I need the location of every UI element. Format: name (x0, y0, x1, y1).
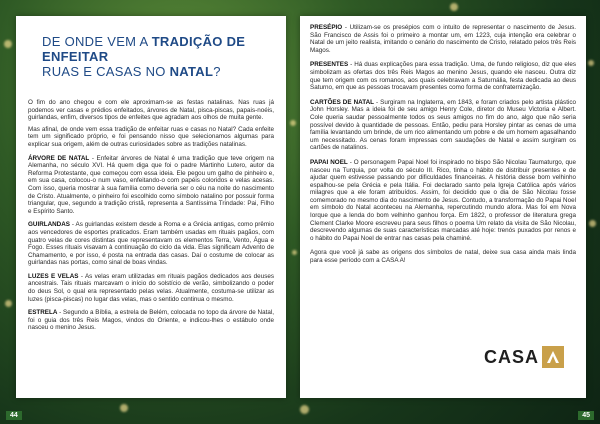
closing-paragraph: Agora que você já sabe as origens dos símbolos de natal, deixe sua casa ainda mais linda para esse período com a CASA A! (310, 249, 576, 265)
section-cartoes (310, 99, 576, 152)
section-text: - Enfeitar árvores de Natal é uma tradição que teve origem na Alemanha, no século XVI. Há quem diga que foi o padre Martinho Lutero, autor da Reforma Protestante, que começou com essa ideia. Ele pegou um galho de pinheiro e, em sua casa, colocou-o num vaso, enfeitando-o com papéis coloridos e velas acesas. Com isso, queria mostrar à sua família como deveria ser o céu na noite do nascimento de Cristo. Atualmente, o pinheiro foi escolhido como símbolo natalino por possuir forma triangular, que, segundo a tradição cristã, representa a Santíssima Trindade: Pai, Filho e Espírito Santo. (28, 154, 274, 215)
section-text: - Há duas explicações para essa tradição. Uma, de fundo religioso, diz que eles simbolizam as ofertas dos três Reis Magos ao menino Jesus, quando ele nasceu. Outra diz que tem origem com os romanos, aos quais celebravam a Saturnália, festa dedicada ao deus Saturno, em que as pessoas trocavam presentes como forma de confraternização. (310, 61, 576, 92)
section-text: - As velas eram utilizadas em rituais pagãos dedicados aos deuses ancestrais. Tais rituais marcavam o início do solstício de verão, simbolizando o poder do deus Sol, o qual era representado pelas velas. Atualmente, costuma-se utilizar as luzes (pisca-piscas) no lugar das velas, mas o sentido continua o mesmo. (28, 272, 274, 303)
section-heading: GUIRLANDAS (28, 221, 70, 229)
intro-paragraph-2: Mas afinal, de onde vem essa tradição de enfeitar ruas e casas no Natal? Cada enfeite tem um significado próprio, e foi pensando nisso que selecionamos algumas para explicar sua origem, além de outras curiosidades sobre as tradições natalinas. (28, 125, 274, 148)
title-question-mark: ? (213, 64, 221, 79)
section-text: - Surgiram na Inglaterra, em 1843, e foram criados pelo artista plástico John Horsley. Mas a ideia foi de seu amigo Henry Cole, diretor do Museu Victoria e Albert. Cole queria saudar pessoalmente todos os seus amigos no fim do ano, algo que não seria possível devido à quantidade de pessoas. Então, pediu para Horsley pintar as cenas de uma família levantando um brinde, de um rico alimentando um pobre e de um homem agasalhando um necessitado. As cenas foram impressas com saudações de Natal e assim surgiram os cartões de natalinos. (310, 98, 577, 152)
section-presepio (310, 24, 576, 54)
brand-logo (484, 346, 564, 368)
title-bold-text: TRADIÇÃO DE ENFEITAR (42, 34, 246, 64)
section-text: - Segundo a Bíblia, a estrela de Belém, colocada no topo da árvore de Natal, foi o guia dos três Reis Magos, vindos do Oriente, e indicou-lhes o estábulo onde nasceu o menino Jesus. (28, 309, 274, 332)
title-text-2: RUAS E CASAS NO (42, 64, 170, 79)
intro-paragraph: O fim do ano chegou e com ele aproximam-se as festas natalinas. Nas ruas já podemos ver casas e prédios enfeitados, árvores de Natal, pisca-piscas, papais-noéis, guirlandas, enfim, diversos tipos de enfeites que agradam aos olhos de muita gente. (28, 99, 274, 122)
title-bold-text-2: NATAL (169, 64, 214, 79)
section-heading: PRESÉPIO (310, 24, 343, 31)
section-text: - Utilizam-se os presépios com o intuito de representar o nascimento de Jesus. São Francisco de Assis foi o primeiro a montar um, em 1223, cuja intenção era celebrar o Natal de um jeito realista, imitando o cenário do nascimento de Cristo, relatado pelos três Reis Magos. (310, 24, 576, 54)
section-guirlandas (28, 221, 274, 267)
section-text: - O personagem Papai Noel foi inspirado no bispo São Nicolau Taumaturgo, que nasceu na Turquia, por volta do século III. Rico, tinha o hábito de distribuir presentes e de ajudar quem estivesse passando por dificuldades financeiras. A história desse bom velhinho espalhou-se pela Grécia e pela Itália. Foi declarado santo pela Igreja Católica após vários milagres que a ele foram atribuídos. Assim, foi decidido que o dia de São Nicolau fosse comemorado no mesmo dia do nascimento de Jesus. Contudo, a transformação do Papai Noel em símbolo do Natal aconteceu na Alemanha, repercutindo mundo afora. Mas foi em Nova Iorque que a lenda do bom velhinho ganhou força. Em 1822, o professor de literatura grega Clement Clarke Moore escreveu para seus filhos o poema Um relato da visita de São Nicolau, descrevendo algumas de suas características marcadas até hoje: trenós puxados por renos e o hábito do Papai Noel de entrar nas casas pela chaminé. (310, 158, 576, 242)
left-page (16, 16, 286, 398)
section-presentes (310, 61, 576, 91)
section-luzes (28, 273, 274, 303)
section-heading: PAPAI NOEL (310, 158, 348, 166)
page-number-left: 44 (6, 411, 22, 420)
section-text: - As guirlandas existem desde a Roma e a Grécia antigas, como prêmio aos vencedores de esportes praticados. Eram também usadas em rituais pagãos, com quatro velas de cores distintas que representavam os elementos Terra, Vento, Água e Fogo. Esses rituais visavam à continuação do ciclo da vida. Elas significam Advento de Chamamento, e por isso, é posta na entrada das casas. Daí o costume de colocar as guirlandas nas portas, como sinal de boas vindas. (28, 221, 274, 267)
section-heading: LUZES E VELAS (28, 272, 79, 280)
section-heading: CARTÕES DE NATAL (310, 98, 374, 106)
section-heading: ESTRELA (28, 309, 58, 317)
section-estrela (28, 309, 274, 332)
section-heading: ÁRVORE DE NATAL (28, 154, 90, 162)
house-a-logo-icon (542, 346, 564, 368)
page-number-right: 45 (578, 411, 594, 420)
right-page (300, 16, 586, 398)
title-text: DE ONDE VEM A (42, 34, 152, 49)
section-papai-noel (310, 159, 576, 243)
page-title (28, 34, 274, 79)
section-arvore (28, 155, 274, 216)
section-heading: PRESENTES (310, 61, 349, 69)
brand-name: CASA (483, 346, 539, 367)
